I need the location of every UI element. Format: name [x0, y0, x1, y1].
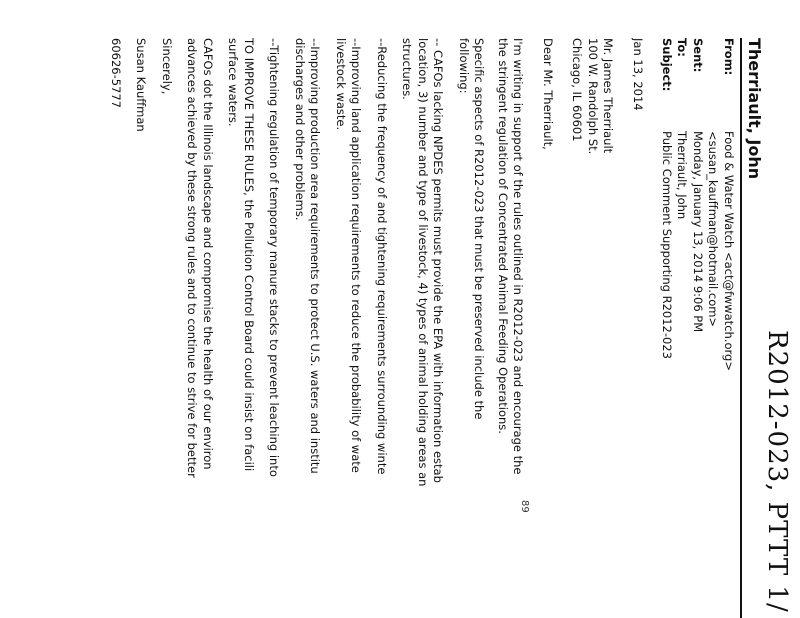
intro-line-2: the stringent regulation of Concentrated Animal Feeding Operations.: [496, 38, 510, 434]
bullet-3-line-2: livestock waste.: [334, 38, 348, 131]
page-number: 89: [519, 500, 530, 513]
letter-date: Jan 13, 2014: [631, 38, 645, 111]
bullet-3-line-1: --Improving land application requirements to reduce the probability of wate: [349, 38, 364, 473]
from-label: From:: [722, 38, 736, 76]
subject-label: Subject:: [660, 38, 674, 92]
header-divider: [740, 38, 742, 618]
closing-line-1: CAFOs dot the Illinois landscape and compromise the health of our environ: [201, 38, 215, 470]
letter-body: [108, 38, 646, 598]
to-label: To:: [675, 38, 690, 57]
aspects-line-1: Specific aspects of R2012-023 that must be preserved include the: [472, 38, 487, 420]
recipient-name: Mr. James Therriault: [601, 38, 616, 154]
improve-line-2: surface waters.: [226, 38, 241, 127]
closing-line-2: advances achieved by these strong rules and to continue to strive for better: [185, 38, 200, 478]
from-value: Food & Water Watch <act@fwwatch.org>: [722, 131, 736, 371]
sent-label: Sent:: [691, 38, 705, 73]
signature-zip: 60626-5777: [109, 38, 123, 108]
improve-line-1: TO IMPROVE THESE RULES, the Pollution Control Board could insist on facili: [242, 38, 256, 472]
header-row-sent: [690, 38, 706, 371]
bullet-1-line-2: location, 3) number and type of livestock, 4) types of animal holding areas an: [416, 38, 430, 487]
bullet-4-line-2: discharges and other problems.: [293, 38, 307, 221]
signature-name: Susan Kauffman: [134, 38, 149, 132]
from-email-value: <susan_kauffman@hotmail.com>: [706, 131, 721, 328]
header-row-from-continued: [705, 38, 721, 371]
recipient-street: 100 W. Randolph St.: [586, 38, 600, 155]
recipient-city: Chicago, IL 60601: [570, 38, 585, 142]
header-row-to: [674, 38, 690, 371]
email-header: [659, 38, 737, 371]
empty-label: [705, 38, 721, 131]
sent-value: Monday, January 13, 2014 9:06 PM: [691, 131, 705, 333]
bullet-1-line-1: -- CAFOs lacking NPDES permits must provide the EPA with information estab: [431, 38, 446, 483]
salutation: Dear Mr. Therriault,: [541, 38, 555, 150]
subject-value: Public Comment Supporting R2012-023: [660, 131, 674, 359]
signoff: Sincerely,: [160, 38, 174, 95]
sender-name: Therriault, John: [745, 38, 764, 180]
docket-stamp: R2012-023, PTTT 1/: [762, 330, 792, 613]
header-row-from: [721, 38, 737, 371]
bullet-2: --Reducing the frequency of and tightening requirements surrounding winte: [375, 38, 389, 475]
bullet-5: --Tightening regulation of temporary manure stacks to prevent leaching into: [267, 38, 282, 477]
bullet-1-line-3: structures.: [400, 38, 415, 100]
to-value: Therriault, John: [675, 131, 690, 220]
bullet-4-line-1: --Improving production area requirements to protect U.S. waters and institu: [308, 38, 323, 474]
intro-line-1: I'm writing in support of the rules outlined in R2012-023 and encourage the: [511, 38, 526, 475]
aspects-line-2: following:: [457, 38, 471, 94]
header-row-subject: [659, 38, 675, 371]
